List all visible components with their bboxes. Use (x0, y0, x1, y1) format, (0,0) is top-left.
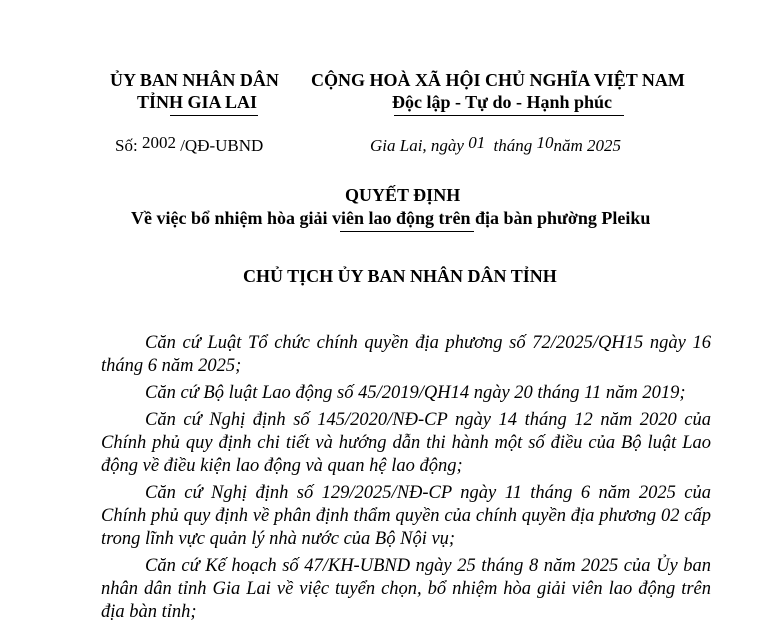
motto-underline (394, 115, 624, 116)
agency-underline (170, 115, 258, 116)
subject-underline (340, 231, 474, 232)
date-day: 01 (468, 133, 486, 152)
document-number (115, 133, 264, 156)
decision-heading: QUYẾT ĐỊNH (345, 185, 461, 205)
national-title: CỘNG HOÀ XÃ HỘI CHỦ NGHĨA VIỆT NAM (311, 70, 685, 90)
basis-paragraph: Căn cứ Nghị định số 145/2020/NĐ-CP ngày 14 tháng 12 năm 2020 của Chính phủ quy định chi tiết và hướng dẫn thi hành một số điều của Bộ luật Lao động về điều kiện lao động và quan hệ lao động; (101, 410, 711, 476)
basis-paragraph: Căn cứ Kế hoạch số 47/KH-UBND ngày 25 tháng 8 năm 2025 của Ủy ban nhân dân tỉnh Gia Lai về việc tuyển chọn, bổ nhiệm hòa giải viên lao động trên địa bàn tỉnh; (101, 556, 711, 622)
date-year: năm 2025 (553, 136, 621, 155)
issue-date (370, 133, 621, 156)
decision-subject: Về việc bổ nhiệm hòa giải viên lao động trên địa bàn phường Pleiku (131, 208, 651, 228)
legal-bases (101, 332, 711, 628)
authority-title: CHỦ TỊCH ỦY BAN NHÂN DÂN TỈNH (243, 266, 557, 286)
agency-name-line2: TỈNH GIA LAI (137, 92, 258, 112)
basis-paragraph: Căn cứ Nghị định số 129/2025/NĐ-CP ngày 11 tháng 6 năm 2025 của Chính phủ quy định về phân định thẩm quyền của chính quyền địa phương 02 cấp trong lĩnh vực quản lý nhà nước của Bộ Nội vụ; (101, 483, 711, 549)
number-suffix: /QĐ-UBND (180, 136, 264, 155)
agency-name-line1: ỦY BAN NHÂN DÂN (110, 70, 279, 90)
number-value: 2002 (141, 133, 176, 152)
basis-paragraph: Căn cứ Bộ luật Lao động số 45/2019/QH14 ngày 20 tháng 11 năm 2019; (145, 383, 686, 403)
date-month-label: tháng (493, 136, 533, 155)
date-month: 10 (536, 133, 554, 152)
national-motto: Độc lập - Tự do - Hạnh phúc (392, 92, 613, 112)
date-place: Gia Lai, ngày (370, 136, 464, 155)
number-prefix: Số: (115, 136, 138, 155)
basis-paragraph: Căn cứ Luật Tổ chức chính quyền địa phương số 72/2025/QH15 ngày 16 tháng 6 năm 2025; (101, 333, 711, 376)
